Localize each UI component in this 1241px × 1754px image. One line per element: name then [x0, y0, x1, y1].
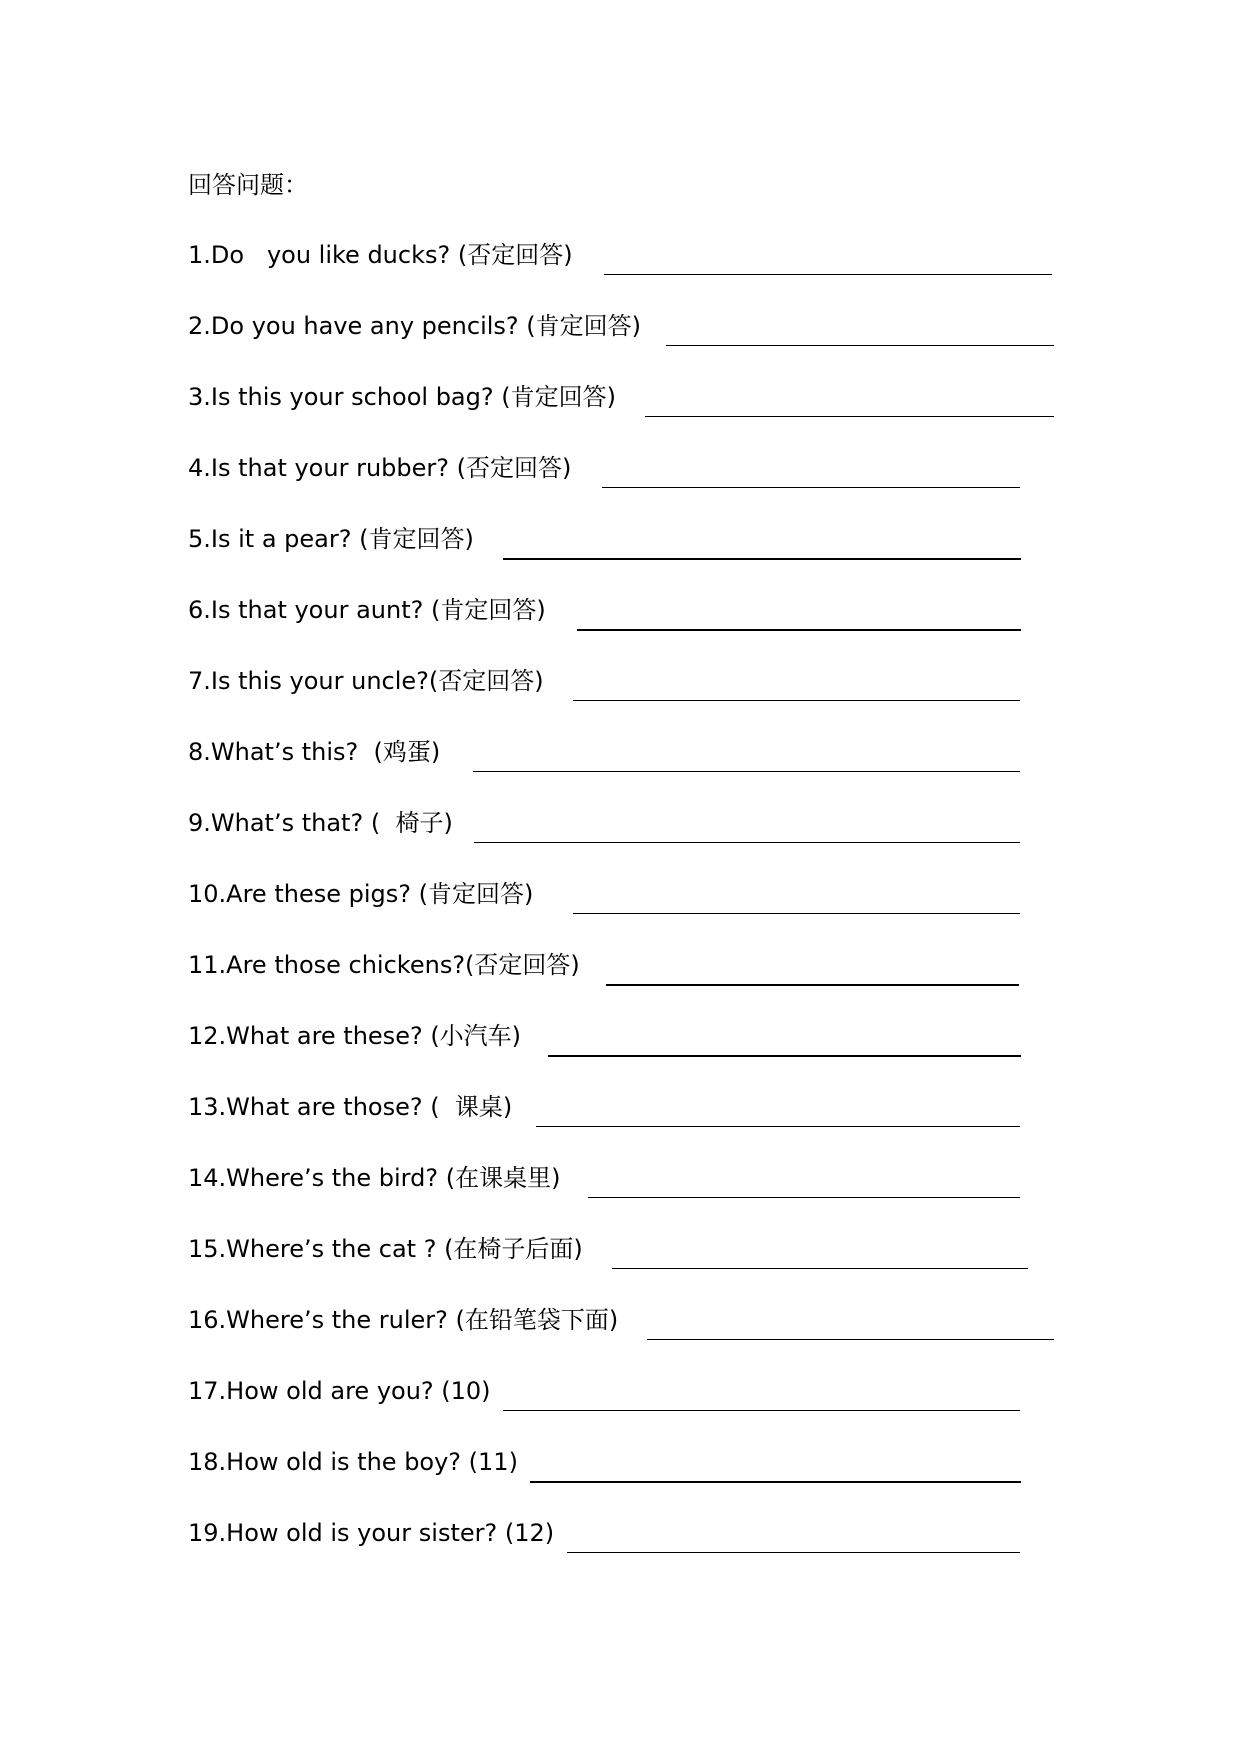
- question-text: 4.Is that your rubber? (否定回答): [188, 454, 572, 482]
- answer-blank[interactable]: [474, 842, 1020, 843]
- answer-blank[interactable]: [548, 1055, 1021, 1057]
- question-text: 19.How old is your sister? (12): [188, 1519, 555, 1547]
- question-text: 2.Do you have any pencils? (肯定回答): [188, 312, 642, 340]
- question-text: 7.Is this your uncle?(否定回答): [188, 667, 544, 695]
- question-text: 13.What are those? ( 课桌): [188, 1093, 513, 1121]
- answer-blank[interactable]: [666, 345, 1054, 346]
- answer-blank[interactable]: [577, 629, 1021, 631]
- question-text: 16.Where’s the ruler? (在铅笔袋下面): [188, 1306, 619, 1334]
- answer-blank[interactable]: [530, 1481, 1021, 1483]
- question-text: 5.Is it a pear? (肯定回答): [188, 525, 474, 553]
- question-text: 17.How old are you? (10): [188, 1377, 491, 1405]
- question-text: 6.Is that your aunt? (肯定回答): [188, 596, 546, 624]
- answer-blank[interactable]: [473, 771, 1020, 772]
- question-text: 14.Where’s the bird? (在课桌里): [188, 1164, 561, 1192]
- answer-blank[interactable]: [602, 487, 1020, 488]
- question-text: 3.Is this your school bag? (肯定回答): [188, 383, 616, 411]
- answer-blank[interactable]: [503, 558, 1021, 560]
- answer-blank[interactable]: [573, 700, 1020, 701]
- question-text: 18.How old is the boy? (11): [188, 1448, 518, 1476]
- question-text: 9.What’s that? ( 椅子): [188, 809, 453, 837]
- answer-blank[interactable]: [573, 913, 1020, 914]
- question-text: 1.Do you like ducks? (否定回答): [188, 241, 573, 269]
- question-text: 12.What are these? (小汽车): [188, 1022, 522, 1050]
- question-text: 10.Are these pigs? (肯定回答): [188, 880, 534, 908]
- question-text: 8.What’s this? (鸡蛋): [188, 738, 441, 766]
- answer-blank[interactable]: [645, 416, 1054, 417]
- answer-blank[interactable]: [647, 1339, 1054, 1340]
- answer-blank[interactable]: [503, 1410, 1020, 1411]
- question-text: 11.Are those chickens?(否定回答): [188, 951, 580, 979]
- question-text: 15.Where’s the cat ? (在椅子后面): [188, 1235, 583, 1263]
- answer-blank[interactable]: [612, 1268, 1028, 1269]
- answer-blank[interactable]: [606, 984, 1019, 986]
- answer-blank[interactable]: [567, 1552, 1020, 1553]
- answer-blank[interactable]: [588, 1197, 1020, 1198]
- answer-blank[interactable]: [536, 1126, 1020, 1127]
- answer-blank[interactable]: [604, 274, 1052, 275]
- worksheet-heading: 回答问题：: [188, 171, 308, 199]
